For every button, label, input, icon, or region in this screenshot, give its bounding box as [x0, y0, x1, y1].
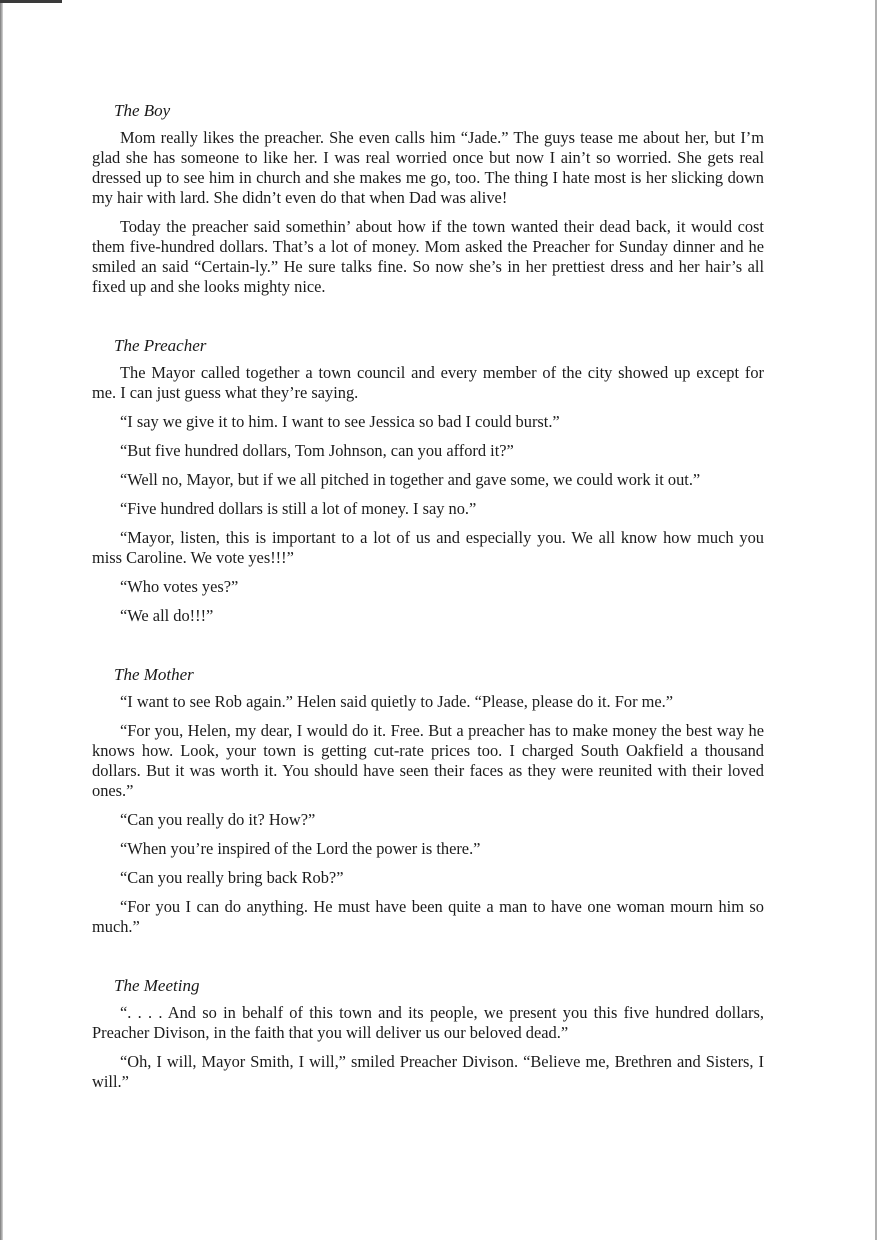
paragraph: “Can you really do it? How?”: [120, 810, 316, 829]
paragraph: “We all do!!!”: [120, 606, 214, 625]
paragraph: “I say we give it to him. I want to see Jessica so bad I could burst.”: [120, 412, 560, 431]
section-title: The Mother: [114, 665, 194, 684]
paragraph: “Who votes yes?”: [120, 577, 239, 596]
paragraph: The Mayor called together a town council and every member of the city showed up except for me. I can just guess what they’re saying.: [92, 363, 764, 402]
section-title: The Meeting: [114, 976, 200, 995]
section-title: The Preacher: [114, 336, 207, 355]
paragraph: “For you I can do anything. He must have been quite a man to have one woman mourn him so much.”: [92, 897, 764, 936]
scan-left-edge: [0, 0, 3, 1240]
section-the-boy: [92, 100, 764, 297]
paragraph: “Can you really bring back Rob?”: [120, 868, 344, 887]
paragraph: “I want to see Rob again.” Helen said quietly to Jade. “Please, please do it. For me.”: [120, 692, 674, 711]
paragraph: “Well no, Mayor, but if we all pitched in together and gave some, we could work it out.”: [120, 470, 701, 489]
paragraph: Today the preacher said somethin’ about how if the town wanted their dead back, it would cost them five-hundred dollars. That’s a lot of money. Mom asked the Preacher for Sunday dinner and he smiled an said “Certain-ly.” He sure talks fine. So now she’s in her prettiest dress and her hair’s all fixed up and she looks mighty nice.: [92, 217, 764, 296]
section-title: The Boy: [114, 101, 171, 120]
section-the-preacher: [92, 335, 764, 626]
paragraph: “When you’re inspired of the Lord the power is there.”: [120, 839, 481, 858]
paragraph: “. . . . And so in behalf of this town and its people, we present you this five hundred dollars, Preacher Divison, in the faith that you will deliver us our beloved dead.”: [92, 1003, 764, 1042]
scan-top-mark: [0, 0, 62, 3]
paragraph: “For you, Helen, my dear, I would do it. Free. But a preacher has to make money the best way he knows how. Look, your town is getting cut-rate prices too. I charged South Oakfield a thousand dollars. But it was worth it. You should have seen their faces as they were reunited with their loved ones.”: [92, 721, 764, 800]
section-the-mother: [92, 664, 764, 937]
paragraph: “Oh, I will, Mayor Smith, I will,” smiled Preacher Divison. “Believe me, Brethren and Sisters, I will.”: [92, 1052, 764, 1091]
paragraph: “Five hundred dollars is still a lot of money. I say no.”: [120, 499, 477, 518]
page-content: [92, 100, 764, 1130]
section-the-meeting: [92, 975, 764, 1092]
paragraph: Mom really likes the preacher. She even calls him “Jade.” The guys tease me about her, but I’m glad she has someone to like her. I was real worried once but now I ain’t so worried. She gets real dressed up to see him in church and she makes me go, too. The thing I hate most is her slicking down my hair with lard. She didn’t even do that when Dad was alive!: [92, 128, 764, 207]
paragraph: “Mayor, listen, this is important to a lot of us and especially you. We all know how much you miss Caroline. We vote yes!!!”: [92, 528, 764, 567]
paragraph: “But five hundred dollars, Tom Johnson, can you afford it?”: [120, 441, 514, 460]
